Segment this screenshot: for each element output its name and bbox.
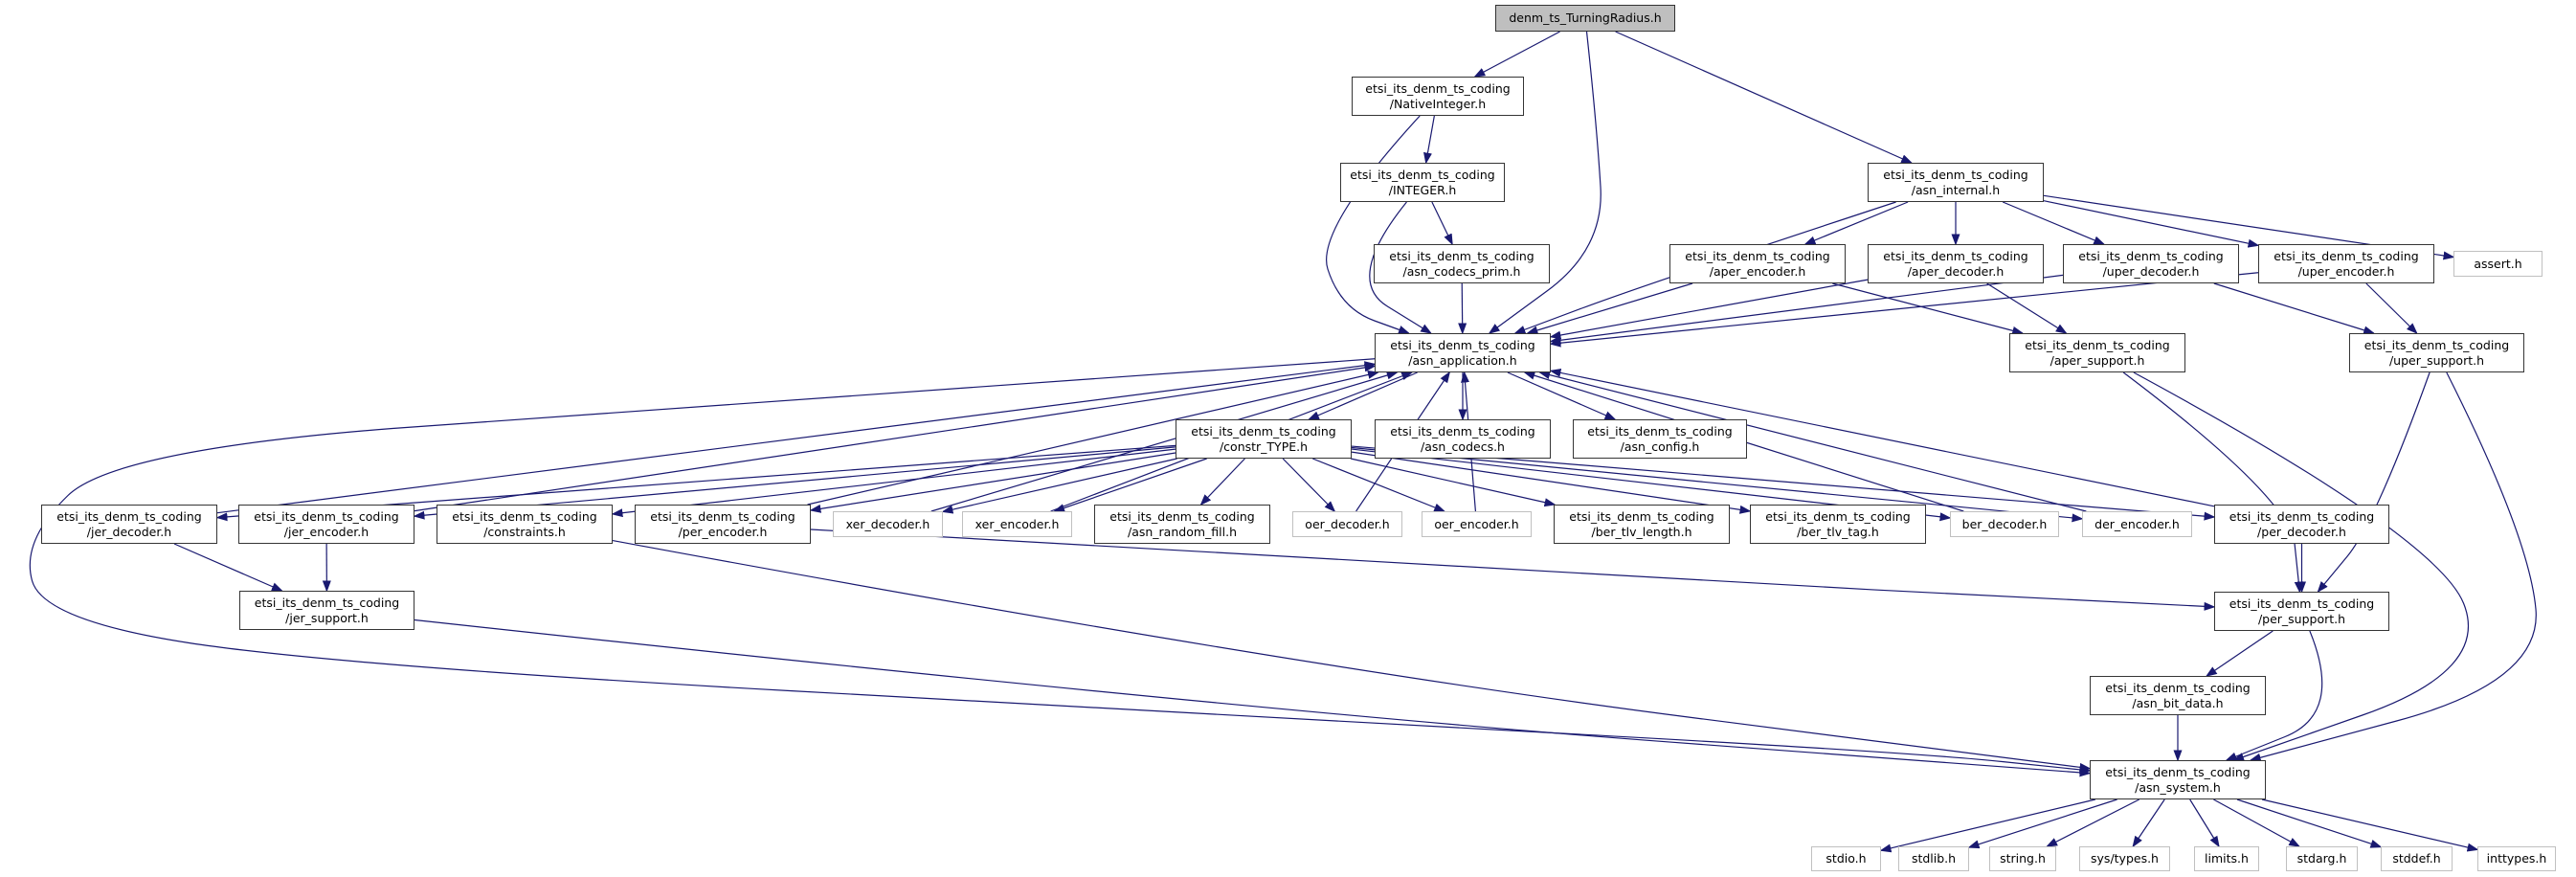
node-label-line: /per_decoder.h <box>2257 524 2346 539</box>
node-label-line: /jer_support.h <box>285 610 369 625</box>
node-label-line: etsi_its_denm_ts_coding <box>1389 248 1534 263</box>
node-oer-decoder[interactable] <box>1292 511 1402 537</box>
node-per-support[interactable] <box>2214 592 2389 631</box>
node-xer-decoder[interactable] <box>833 511 943 537</box>
edge-turning_radius-to-asn_internal <box>1616 32 1912 163</box>
edge-aper_decoder-to-aper_support <box>1987 283 2067 333</box>
node-sys-types[interactable] <box>2079 846 2170 871</box>
node-asn-random-fill[interactable] <box>1094 505 1270 544</box>
node-integer[interactable] <box>1340 163 1505 202</box>
node-uper-encoder[interactable] <box>2258 244 2434 283</box>
edge-per_support-to-asn_bit_data <box>2206 631 2273 676</box>
node-constr-type[interactable] <box>1176 419 1352 459</box>
edge-asn_application-to-constr_type <box>1309 372 1417 419</box>
edge-asn_system-to-stdlib <box>1969 799 2117 847</box>
node-jer-decoder[interactable] <box>41 505 217 544</box>
edge-asn_system-to-limits <box>2190 799 2219 846</box>
edge-constr_type-to-oer_decoder <box>1283 459 1334 511</box>
edge-constr_type-to-asn_random_fill <box>1201 459 1245 505</box>
node-label-line: etsi_its_denm_ts_coding <box>2105 680 2251 695</box>
node-label-line: etsi_its_denm_ts_coding <box>2078 248 2224 263</box>
node-label-line: etsi_its_denm_ts_coding <box>452 508 597 524</box>
node-xer-encoder[interactable] <box>962 511 1072 537</box>
node-stddef[interactable] <box>2381 846 2453 871</box>
node-label-line: etsi_its_denm_ts_coding <box>1390 337 1535 352</box>
node-der-encoder[interactable] <box>2082 511 2192 537</box>
node-label-line: /jer_encoder.h <box>283 524 370 539</box>
node-label-line: /asn_system.h <box>2135 779 2221 795</box>
node-label-line: /ber_tlv_length.h <box>1591 524 1692 539</box>
node-label-line: /INTEGER.h <box>1388 182 1457 197</box>
node-label-line: denm_ts_TurningRadius.h <box>1509 11 1662 25</box>
node-stdio[interactable] <box>1811 846 1881 871</box>
node-label-line: /asn_config.h <box>1620 438 1700 454</box>
node-uper-decoder[interactable] <box>2063 244 2239 283</box>
node-label-line: /per_encoder.h <box>678 524 768 539</box>
node-uper-support[interactable] <box>2349 333 2524 372</box>
node-label-line: /asn_random_fill.h <box>1127 524 1237 539</box>
edge-uper_support-to-asn_system <box>2251 372 2536 760</box>
node-label-line: ber_decoder.h <box>1961 516 2048 531</box>
node-label-line: /asn_internal.h <box>1911 182 2001 197</box>
node-label-line: /constraints.h <box>483 524 566 539</box>
edge-asn_application-to-asn_system <box>30 359 2090 771</box>
node-label-line: oer_encoder.h <box>1434 516 1519 531</box>
node-label-line: xer_encoder.h <box>974 516 1060 531</box>
node-label-line: /uper_decoder.h <box>2102 263 2200 279</box>
edge-asn_system-to-stdarg <box>2213 799 2298 846</box>
edge-constr_type-to-ber_tlv_length <box>1351 459 1555 505</box>
edge-native_integer-to-integer <box>1426 116 1435 163</box>
node-per-decoder[interactable] <box>2214 505 2389 544</box>
node-label-line: /constr_TYPE.h <box>1219 438 1309 454</box>
node-label-line: /ber_tlv_tag.h <box>1797 524 1879 539</box>
node-stdlib[interactable] <box>1898 846 1969 871</box>
node-label-line: /aper_decoder.h <box>1907 263 2005 279</box>
node-native-integer[interactable] <box>1352 77 1524 116</box>
node-constraints[interactable] <box>437 505 613 544</box>
node-asn-config[interactable] <box>1573 419 1747 459</box>
node-label-line: limits.h <box>2205 851 2249 866</box>
node-label-line: /uper_encoder.h <box>2297 263 2395 279</box>
node-label-line: stdarg.h <box>2296 851 2347 866</box>
node-label-line: stdlib.h <box>1911 851 1957 866</box>
edge-constraints-to-asn_system <box>613 541 2090 769</box>
node-label-line: etsi_its_denm_ts_coding <box>1390 423 1535 438</box>
edge-uper_support-to-per_support <box>2318 372 2430 592</box>
node-assert-h[interactable] <box>2453 251 2542 277</box>
node-label-line: /uper_support.h <box>2388 352 2485 368</box>
node-label-line: sys/types.h <box>2091 851 2159 866</box>
node-label-line: /jer_decoder.h <box>86 524 172 539</box>
node-label-line: etsi_its_denm_ts_coding <box>1109 508 1255 524</box>
edge-per_encoder-to-per_support <box>811 529 2214 607</box>
node-label-line: etsi_its_denm_ts_coding <box>2229 596 2375 611</box>
node-label-line: /NativeInteger.h <box>1389 96 1487 111</box>
edge-asn_internal-to-uper_decoder <box>2003 202 2104 244</box>
node-asn-system[interactable] <box>2090 760 2266 799</box>
node-label-line: etsi_its_denm_ts_coding <box>1587 423 1733 438</box>
node-label-line: etsi_its_denm_ts_coding <box>1191 423 1336 438</box>
edge-jer_decoder-to-jer_support <box>174 544 281 591</box>
node-stdarg[interactable] <box>2286 846 2358 871</box>
node-aper-encoder[interactable] <box>1669 244 1846 283</box>
node-label-line: etsi_its_denm_ts_coding <box>2229 508 2375 524</box>
node-label-line: stddef.h <box>2392 851 2441 866</box>
node-turning-radius <box>1495 5 1675 32</box>
node-asn-bit-data[interactable] <box>2090 676 2266 715</box>
node-oer-encoder[interactable] <box>1422 511 1532 537</box>
node-label-line: string.h <box>2000 851 2046 866</box>
edge-uper_decoder-to-uper_support <box>2214 283 2374 333</box>
node-label-line: etsi_its_denm_ts_coding <box>650 508 795 524</box>
node-ber-tlv-tag[interactable] <box>1750 505 1926 544</box>
node-label-line: etsi_its_denm_ts_coding <box>2025 337 2170 352</box>
node-label-line: etsi_its_denm_ts_coding <box>1765 508 1911 524</box>
node-label-line: etsi_its_denm_ts_coding <box>1685 248 1830 263</box>
node-label-line: /aper_support.h <box>2050 352 2145 368</box>
edge-aper_support-to-per_support <box>2123 372 2299 592</box>
edge-asn_codecs_prim-to-asn_application <box>1462 283 1463 333</box>
node-label-line: etsi_its_denm_ts_coding <box>1883 248 2028 263</box>
edge-asn_system-to-stdio <box>1881 799 2095 850</box>
edge-constr_type-to-ber_tlv_tag <box>1352 452 1750 511</box>
node-label-line: etsi_its_denm_ts_coding <box>56 508 202 524</box>
edge-asn_internal-to-aper_encoder <box>1805 202 1908 244</box>
edge-aper_encoder-to-aper_support <box>1832 283 2022 333</box>
edge-native_integer-to-asn_application <box>1327 116 1421 333</box>
node-aper-decoder[interactable] <box>1868 244 2044 283</box>
node-asn-application[interactable] <box>1375 333 1551 372</box>
node-label-line: assert.h <box>2474 256 2522 271</box>
node-jer-support[interactable] <box>239 591 414 630</box>
node-label-line: etsi_its_denm_ts_coding <box>2363 337 2510 352</box>
edge-constr_type-to-oer_encoder <box>1312 459 1445 511</box>
edge-asn_system-to-stddef <box>2237 799 2381 847</box>
node-asn-internal[interactable] <box>1868 163 2044 202</box>
edge-uper_decoder-to-asn_application <box>1551 275 2063 341</box>
node-aper-support[interactable] <box>2009 333 2185 372</box>
node-asn-codecs-prim[interactable] <box>1374 244 1550 283</box>
node-label-line: /asn_codecs.h <box>1421 438 1505 454</box>
node-label-line: etsi_its_denm_ts_coding <box>254 595 400 610</box>
edge-uper_encoder-to-uper_support <box>2366 283 2417 333</box>
edge-jer_support-to-asn_system <box>414 619 2090 773</box>
edge-asn_system-to-sys_types <box>2133 799 2164 846</box>
node-limits[interactable] <box>2194 846 2259 871</box>
node-label-line: /asn_codecs_prim.h <box>1402 263 1521 279</box>
node-label-line: etsi_its_denm_ts_coding <box>1569 508 1714 524</box>
node-label-line: /per_support.h <box>2257 611 2346 626</box>
edge-asn_system-to-inttypes <box>2262 799 2477 849</box>
edge-asn_system-to-string <box>2048 799 2139 846</box>
node-asn-codecs[interactable] <box>1375 419 1551 459</box>
node-string[interactable] <box>1989 846 2056 871</box>
node-label-line: etsi_its_denm_ts_coding <box>1883 167 2028 182</box>
node-label-line: etsi_its_denm_ts_coding <box>2274 248 2419 263</box>
node-label-line: etsi_its_denm_ts_coding <box>254 508 399 524</box>
node-label-line: /asn_bit_data.h <box>2132 695 2224 710</box>
node-label-line: inttypes.h <box>2486 851 2547 866</box>
node-label-line: /aper_encoder.h <box>1709 263 1806 279</box>
node-ber-tlv-length[interactable] <box>1554 505 1730 544</box>
node-inttypes[interactable] <box>2477 846 2556 871</box>
node-jer-encoder[interactable] <box>238 505 414 544</box>
node-label-line: etsi_its_denm_ts_coding <box>2105 764 2251 779</box>
node-label-line: /asn_application.h <box>1408 352 1517 368</box>
node-label-line: stdio.h <box>1826 851 1867 866</box>
node-label-line: der_encoder.h <box>2094 516 2180 531</box>
edge-turning_radius-to-native_integer <box>1475 32 1560 77</box>
node-label-line: etsi_its_denm_ts_coding <box>1365 80 1511 96</box>
node-label-line: etsi_its_denm_ts_coding <box>1350 167 1495 182</box>
node-per-encoder[interactable] <box>635 505 811 544</box>
node-label-line: oer_decoder.h <box>1305 516 1390 531</box>
node-label-line: xer_decoder.h <box>845 516 930 531</box>
edge-integer-to-asn_codecs_prim <box>1432 202 1452 244</box>
edge-constr_type-to-xer_encoder <box>1055 459 1207 511</box>
node-ber-decoder[interactable] <box>1950 511 2059 537</box>
